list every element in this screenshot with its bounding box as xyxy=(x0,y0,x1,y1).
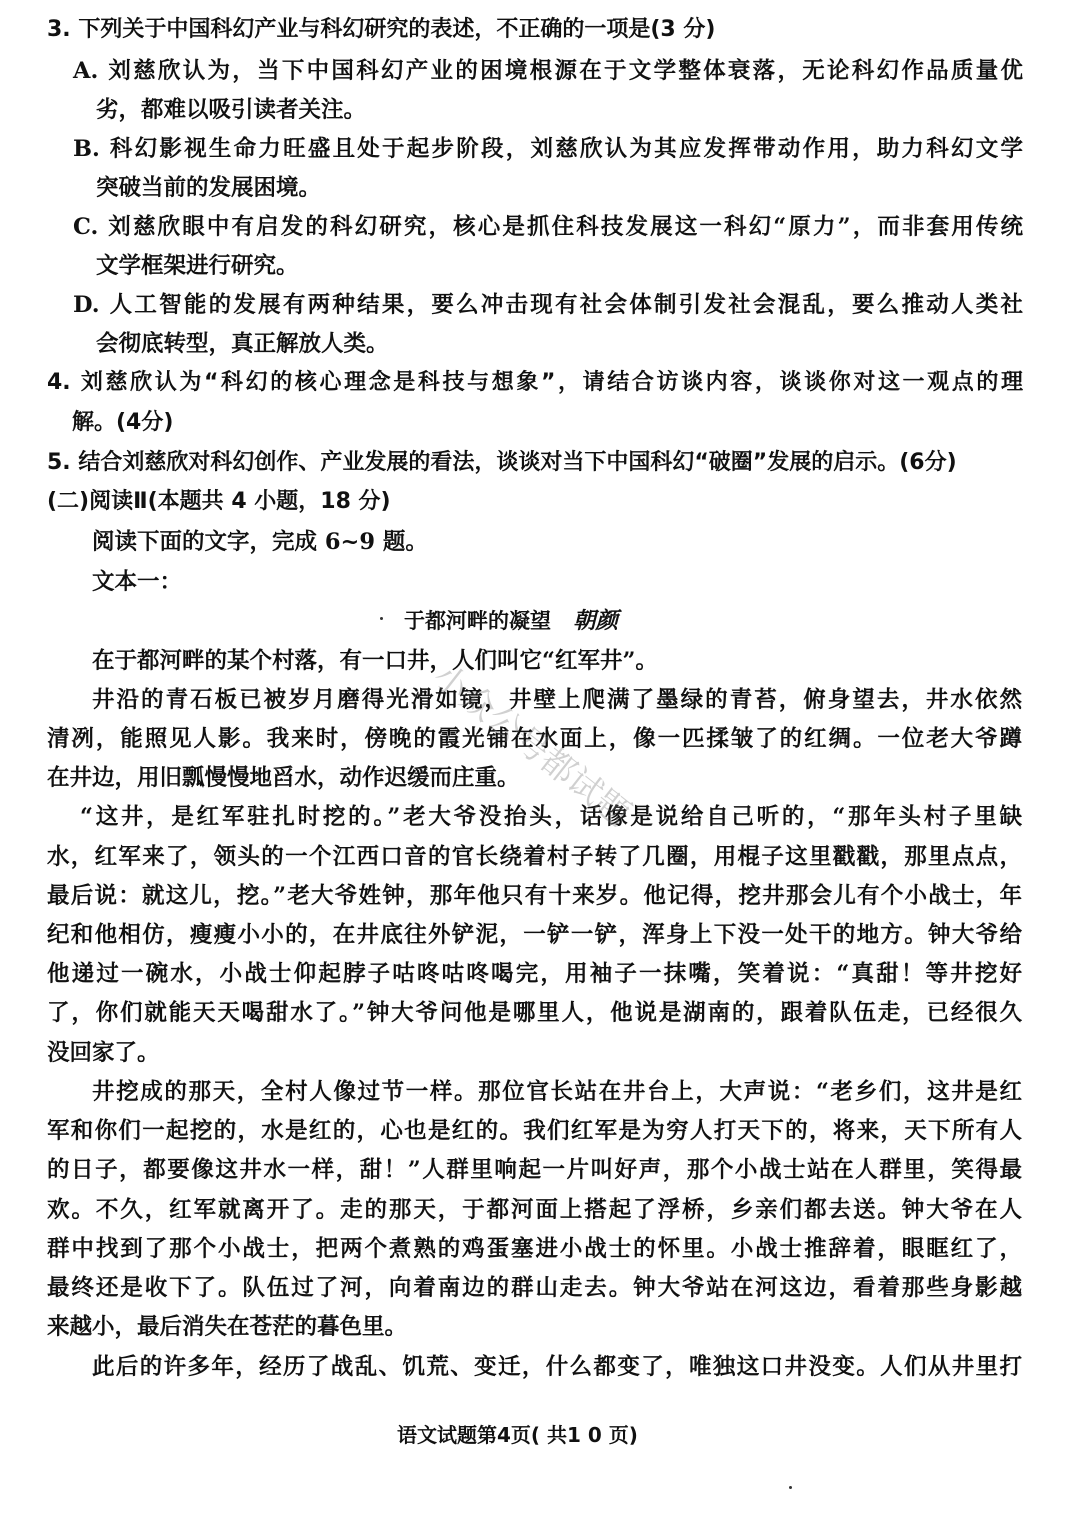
article-line: 他递过一碗水，小战士仰起脖子咕咚咕咚喝完，用袖子一抹嘴，笑着说：“真甜！等井挖好 xyxy=(47,961,1022,987)
watermark: 小众公号都试题 xyxy=(425,656,638,835)
article-line: 井沿的青石板已被岁月磨得光滑如镜，井壁上爬满了墨绿的青苔，俯身望去，井水依然 xyxy=(92,687,1022,713)
article-line: “这井，是红军驻扎时挖的。”老大爷没抬头，话像是说给自己听的，“那年头村子里缺 xyxy=(80,804,1022,830)
question-4-line1: 4. 刘慈欣认为“科幻的核心理念是科技与想象”，请结合访谈内容，谈谈你对这一观点的理 xyxy=(47,370,1023,395)
article-line: 最终还是收下了。队伍过了河，向着南边的群山走去。钟大爷站在河这边，看着那些身影越 xyxy=(47,1275,1022,1301)
question-5: 5. 结合刘慈欣对科幻创作、产业发展的看法，谈谈对当下中国科幻“破圈”发展的启示。(6分) xyxy=(47,450,957,475)
article-line: 来越小，最后消失在苍茫的暮色里。 xyxy=(47,1314,408,1340)
article-line: 井挖成的那天，全村人像过节一样。那位官长站在井台上，大声说：“老乡们，这井是红 xyxy=(92,1079,1022,1105)
article-line: 此后的许多年，经历了战乱、饥荒、变迁，什么都变了，唯独这口井没变。人们从井里打 xyxy=(92,1354,1022,1380)
article-line: 军和你们一起挖的，水是红的，心也是红的。我们红军是为穷人打天下的，将来，天下所有人 xyxy=(47,1118,1022,1144)
decorative-dot xyxy=(789,1486,792,1489)
decorative-dot xyxy=(380,617,383,620)
article-author: 朝颜 xyxy=(573,608,619,634)
article-line: 最后说：就这儿，挖。”老大爷姓钟，那年他只有十来岁。他记得，挖井那会儿有个小战士，年 xyxy=(47,883,1022,909)
section-heading: (二)阅读Ⅱ(本题共 4 小题，18 分) xyxy=(47,489,391,514)
article-line: 没回家了。 xyxy=(47,1040,160,1066)
article-title: 于都河畔的凝望 xyxy=(404,609,551,633)
article-line: 纪和他相仿，瘦瘦小小的，在井底往外铲泥，一铲一铲，浑身上下没一处干的地方。钟大爷给 xyxy=(47,922,1022,948)
article-line: 清冽，能照见人影。我来时，傍晚的霞光铺在水面上，像一匹揉皱了的红绸。一位老大爷蹲 xyxy=(47,726,1022,752)
article-line: 了，你们就能天天喝甜水了。”钟大爷问他是哪里人，他说是湖南的，跟着队伍走，已经很久 xyxy=(47,1000,1022,1026)
question-3-stem: 3. 下列关于中国科幻产业与科幻研究的表述，不正确的一项是(3 分) xyxy=(47,17,716,42)
option-b-line2: 突破当前的发展困境。 xyxy=(96,175,322,201)
option-c-line1: C. 刘慈欣眼中有启发的科幻研究，核心是抓住科技发展这一科幻“原力”，而非套用传统 xyxy=(73,214,1023,240)
page-footer: 语文试题第4页( 共1 0 页) xyxy=(397,1423,638,1447)
article-line: 群中找到了那个小战士，把两个煮熟的鸡蛋塞进小战士的怀里。小战士推辞着，眼眶红了， xyxy=(47,1236,1022,1262)
article-line: 的日子，都要像这井水一样，甜！”人群里响起一片叫好声，那个小战士站在人群里，笑得最 xyxy=(47,1157,1022,1183)
article-line: 在井边，用旧瓢慢慢地舀水，动作迟缓而庄重。 xyxy=(47,765,520,791)
article-heading xyxy=(404,606,618,636)
option-a-line1: A. 刘慈欣认为，当下中国科幻产业的困境根源在于文学整体衰落，无论科幻作品质量优 xyxy=(73,58,1023,84)
text-label: 文本一： xyxy=(92,569,183,595)
option-a-line2: 劣，都难以吸引读者关注。 xyxy=(96,97,367,123)
option-b-line1: B. 科幻影视生命力旺盛且处于起步阶段，刘慈欣认为其应发挥带动作用，助力科幻文学 xyxy=(73,136,1023,162)
section-instruction: 阅读下面的文字，完成 6~9 题。 xyxy=(92,529,428,555)
article-line: 水，红军来了，领头的一个江西口音的官长绕着村子转了几圈，用棍子这里戳戳，那里点点， xyxy=(47,844,1022,870)
article-line: 在于都河畔的某个村落，有一口井，人们叫它“红军井”。 xyxy=(92,648,658,674)
question-4-line2: 解。(4分) xyxy=(72,410,174,435)
option-c-line2: 文学框架进行研究。 xyxy=(96,253,299,279)
option-d-line1: D. 人工智能的发展有两种结果，要么冲击现有社会体制引发社会混乱，要么推动人类社 xyxy=(73,292,1023,318)
article-line: 欢。不久，红军就离开了。走的那天，于都河面上搭起了浮桥，乡亲们都去送。钟大爷在人 xyxy=(47,1197,1022,1223)
option-d-line2: 会彻底转型，真正解放人类。 xyxy=(96,331,389,357)
